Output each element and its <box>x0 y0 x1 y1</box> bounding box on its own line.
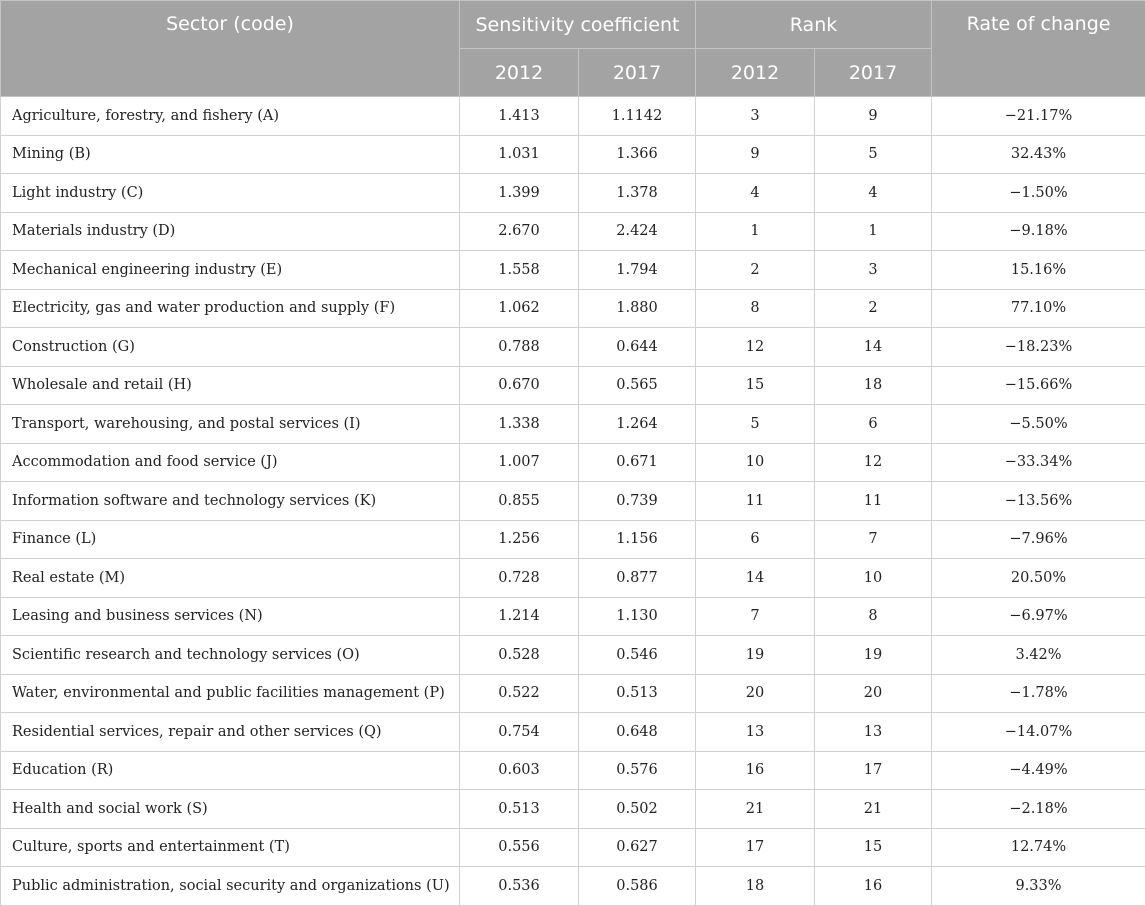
cell-rate-of-change: −7.96% <box>932 520 1145 559</box>
cell-sensitivity-2012: 0.788 <box>460 328 579 367</box>
cell-sensitivity-2017: 0.739 <box>579 482 696 521</box>
table-row <box>1 443 1145 482</box>
cell-sensitivity-2017: 0.877 <box>579 559 696 598</box>
cell-sensitivity-2012: 0.556 <box>460 828 579 867</box>
table-body <box>1 97 1145 906</box>
cell-rank-2017: 5 <box>815 135 932 174</box>
cell-sector: Information software and technology services (K) <box>1 482 460 521</box>
cell-sensitivity-2017: 1.366 <box>579 135 696 174</box>
cell-rank-2012: 9 <box>696 135 815 174</box>
cell-sensitivity-2017: 0.546 <box>579 636 696 675</box>
cell-rate-of-change: −15.66% <box>932 366 1145 405</box>
cell-sensitivity-2017: 1.264 <box>579 405 696 444</box>
cell-sensitivity-2012: 0.536 <box>460 867 579 906</box>
cell-sensitivity-2017: 1.1142 <box>579 97 696 136</box>
cell-sensitivity-2017: 0.565 <box>579 366 696 405</box>
cell-sensitivity-2017: 0.644 <box>579 328 696 367</box>
cell-sensitivity-2012: 1.413 <box>460 97 579 136</box>
cell-sensitivity-2012: 0.855 <box>460 482 579 521</box>
cell-sector: Leasing and business services (N) <box>1 597 460 636</box>
cell-sector: Health and social work (S) <box>1 790 460 829</box>
cell-rate-of-change: −2.18% <box>932 790 1145 829</box>
cell-sensitivity-2017: 0.586 <box>579 867 696 906</box>
table-row <box>1 289 1145 328</box>
cell-sensitivity-2012: 1.031 <box>460 135 579 174</box>
cell-rank-2012: 1 <box>696 212 815 251</box>
table-row <box>1 636 1145 675</box>
cell-sensitivity-2012: 2.670 <box>460 212 579 251</box>
cell-rank-2012: 6 <box>696 520 815 559</box>
cell-sensitivity-2017: 1.378 <box>579 174 696 213</box>
cell-sensitivity-2017: 1.880 <box>579 289 696 328</box>
cell-sector: Accommodation and food service (J) <box>1 443 460 482</box>
cell-rank-2012: 19 <box>696 636 815 675</box>
cell-sector: Residential services, repair and other services (Q) <box>1 713 460 752</box>
cell-sector: Agriculture, forestry, and fishery (A) <box>1 97 460 136</box>
table-row <box>1 135 1145 174</box>
cell-rank-2012: 10 <box>696 443 815 482</box>
cell-rank-2017: 2 <box>815 289 932 328</box>
cell-rank-2012: 8 <box>696 289 815 328</box>
cell-rank-2017: 21 <box>815 790 932 829</box>
cell-rank-2017: 10 <box>815 559 932 598</box>
cell-sensitivity-2012: 0.522 <box>460 674 579 713</box>
cell-rank-2012: 20 <box>696 674 815 713</box>
cell-rate-of-change: 77.10% <box>932 289 1145 328</box>
table-row <box>1 366 1145 405</box>
table-row <box>1 482 1145 521</box>
cell-rank-2017: 6 <box>815 405 932 444</box>
cell-rate-of-change: −6.97% <box>932 597 1145 636</box>
cell-sector: Mining (B) <box>1 135 460 174</box>
cell-sensitivity-2012: 0.670 <box>460 366 579 405</box>
cell-sensitivity-2017: 1.130 <box>579 597 696 636</box>
cell-rank-2012: 13 <box>696 713 815 752</box>
cell-sensitivity-2017: 0.576 <box>579 751 696 790</box>
cell-rank-2012: 3 <box>696 97 815 136</box>
table-row <box>1 597 1145 636</box>
cell-sensitivity-2012: 0.528 <box>460 636 579 675</box>
cell-rate-of-change: −33.34% <box>932 443 1145 482</box>
cell-rank-2012: 12 <box>696 328 815 367</box>
cell-rate-of-change: 20.50% <box>932 559 1145 598</box>
cell-sensitivity-2017: 0.513 <box>579 674 696 713</box>
cell-rate-of-change: −9.18% <box>932 212 1145 251</box>
cell-rank-2012: 14 <box>696 559 815 598</box>
cell-rate-of-change: 3.42% <box>932 636 1145 675</box>
table-row <box>1 174 1145 213</box>
header-sensitivity-2012: 2012 <box>460 49 579 97</box>
cell-rate-of-change: −4.49% <box>932 751 1145 790</box>
cell-rank-2017: 7 <box>815 520 932 559</box>
table-row <box>1 867 1145 906</box>
table-row <box>1 828 1145 867</box>
table-row <box>1 520 1145 559</box>
cell-sensitivity-2017: 0.671 <box>579 443 696 482</box>
cell-rank-2017: 1 <box>815 212 932 251</box>
cell-sector: Education (R) <box>1 751 460 790</box>
cell-rate-of-change: 32.43% <box>932 135 1145 174</box>
cell-sensitivity-2012: 1.338 <box>460 405 579 444</box>
cell-rate-of-change: −21.17% <box>932 97 1145 136</box>
header-sensitivity: Sensitivity coefficient <box>460 1 696 49</box>
table-row <box>1 751 1145 790</box>
cell-rank-2017: 15 <box>815 828 932 867</box>
cell-sensitivity-2017: 2.424 <box>579 212 696 251</box>
cell-sector: Culture, sports and entertainment (T) <box>1 828 460 867</box>
cell-rate-of-change: 15.16% <box>932 251 1145 290</box>
table-row <box>1 674 1145 713</box>
cell-rank-2017: 16 <box>815 867 932 906</box>
cell-rank-2012: 17 <box>696 828 815 867</box>
cell-rank-2017: 19 <box>815 636 932 675</box>
cell-rate-of-change: 9.33% <box>932 867 1145 906</box>
cell-sector: Materials industry (D) <box>1 212 460 251</box>
header-sensitivity-2017: 2017 <box>579 49 696 97</box>
cell-sector: Wholesale and retail (H) <box>1 366 460 405</box>
cell-rank-2012: 11 <box>696 482 815 521</box>
cell-rank-2017: 12 <box>815 443 932 482</box>
cell-rank-2017: 11 <box>815 482 932 521</box>
header-rank-2017: 2017 <box>815 49 932 97</box>
cell-rank-2012: 5 <box>696 405 815 444</box>
cell-rank-2017: 14 <box>815 328 932 367</box>
cell-sensitivity-2012: 0.728 <box>460 559 579 598</box>
cell-sensitivity-2017: 0.648 <box>579 713 696 752</box>
cell-rate-of-change: 12.74% <box>932 828 1145 867</box>
cell-sector: Transport, warehousing, and postal services (I) <box>1 405 460 444</box>
cell-rank-2017: 9 <box>815 97 932 136</box>
cell-sensitivity-2012: 0.603 <box>460 751 579 790</box>
table-row <box>1 328 1145 367</box>
table-row <box>1 212 1145 251</box>
cell-rank-2012: 4 <box>696 174 815 213</box>
table-row <box>1 251 1145 290</box>
cell-sector: Finance (L) <box>1 520 460 559</box>
cell-sensitivity-2012: 1.007 <box>460 443 579 482</box>
table-row <box>1 97 1145 136</box>
cell-sector: Construction (G) <box>1 328 460 367</box>
header-sector: Sector (code) <box>1 1 460 97</box>
table-row <box>1 559 1145 598</box>
cell-sector: Water, environmental and public facilities management (P) <box>1 674 460 713</box>
cell-rate-of-change: −1.78% <box>932 674 1145 713</box>
cell-sensitivity-2017: 0.502 <box>579 790 696 829</box>
cell-sensitivity-2012: 0.754 <box>460 713 579 752</box>
cell-sensitivity-2012: 1.256 <box>460 520 579 559</box>
table-row <box>1 713 1145 752</box>
header-rank: Rank <box>696 1 932 49</box>
cell-sensitivity-2012: 1.062 <box>460 289 579 328</box>
cell-rank-2017: 20 <box>815 674 932 713</box>
cell-rate-of-change: −1.50% <box>932 174 1145 213</box>
cell-rank-2017: 13 <box>815 713 932 752</box>
header-rank-2012: 2012 <box>696 49 815 97</box>
cell-rank-2012: 15 <box>696 366 815 405</box>
cell-sensitivity-2017: 1.156 <box>579 520 696 559</box>
cell-rate-of-change: −5.50% <box>932 405 1145 444</box>
cell-sector: Mechanical engineering industry (E) <box>1 251 460 290</box>
table-header <box>1 1 1145 97</box>
header-rate: Rate of change <box>932 1 1145 97</box>
cell-rate-of-change: −14.07% <box>932 713 1145 752</box>
cell-rank-2017: 8 <box>815 597 932 636</box>
table-row <box>1 790 1145 829</box>
cell-sensitivity-2012: 1.558 <box>460 251 579 290</box>
cell-rank-2017: 18 <box>815 366 932 405</box>
cell-rank-2017: 17 <box>815 751 932 790</box>
cell-rank-2017: 4 <box>815 174 932 213</box>
cell-rank-2012: 16 <box>696 751 815 790</box>
cell-rank-2012: 2 <box>696 251 815 290</box>
cell-rate-of-change: −18.23% <box>932 328 1145 367</box>
cell-sector: Real estate (M) <box>1 559 460 598</box>
cell-rate-of-change: −13.56% <box>932 482 1145 521</box>
cell-sensitivity-2017: 1.794 <box>579 251 696 290</box>
cell-sensitivity-2017: 0.627 <box>579 828 696 867</box>
cell-rank-2017: 3 <box>815 251 932 290</box>
cell-sector: Light industry (C) <box>1 174 460 213</box>
cell-sensitivity-2012: 0.513 <box>460 790 579 829</box>
cell-sector: Electricity, gas and water production and supply (F) <box>1 289 460 328</box>
table-row <box>1 405 1145 444</box>
cell-sector: Scientific research and technology services (O) <box>1 636 460 675</box>
cell-rank-2012: 21 <box>696 790 815 829</box>
cell-rank-2012: 7 <box>696 597 815 636</box>
cell-sector: Public administration, social security and organizations (U) <box>1 867 460 906</box>
cell-sensitivity-2012: 1.399 <box>460 174 579 213</box>
cell-sensitivity-2012: 1.214 <box>460 597 579 636</box>
cell-rank-2012: 18 <box>696 867 815 906</box>
